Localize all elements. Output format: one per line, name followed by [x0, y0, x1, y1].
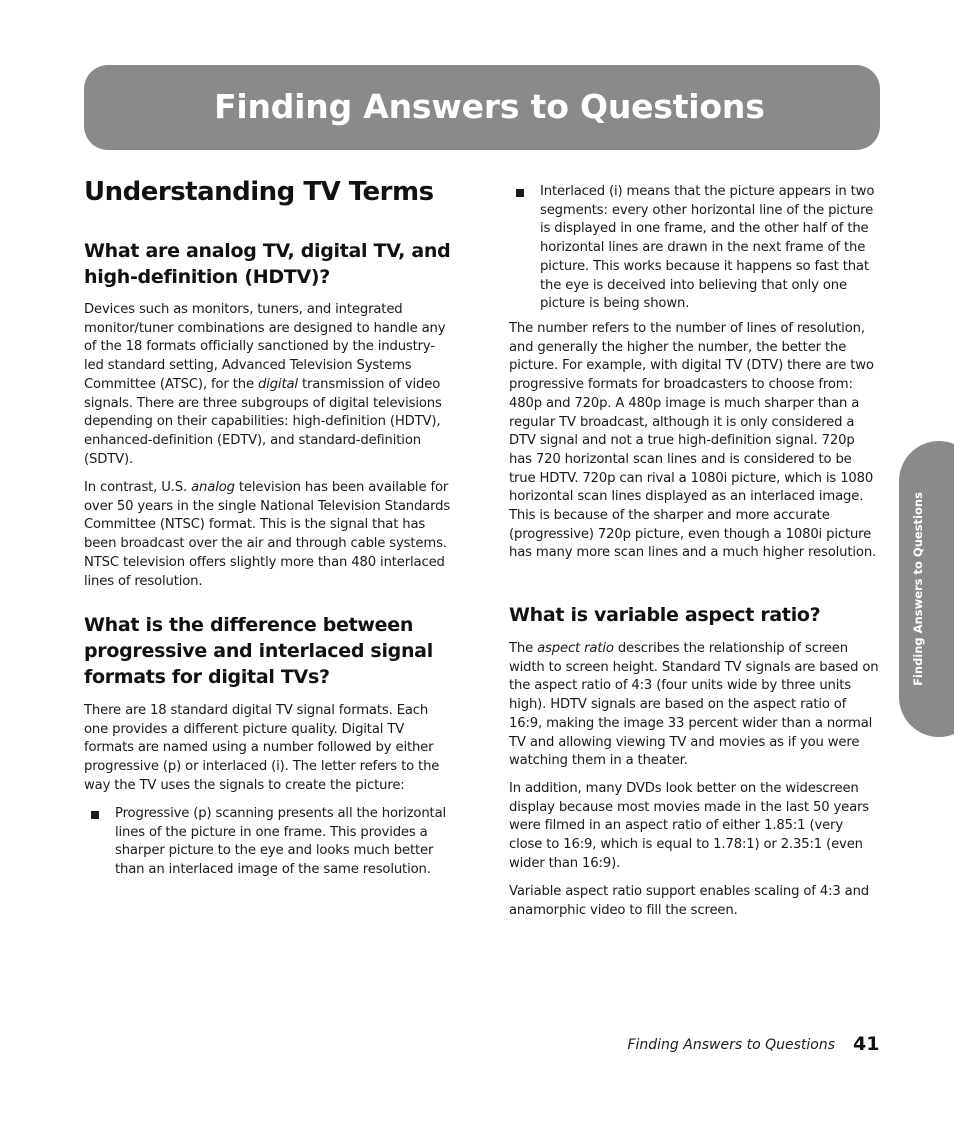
bullet-square-icon [91, 811, 99, 819]
paragraph-variable-aspect-support: Variable aspect ratio support enables scaling of 4:3 and anamorphic video to fill the screen. [509, 884, 869, 918]
paragraph-digital-formats: Devices such as monitors, tuners, and integrated monitor/tuner combinations are designed to handle any of the 18 formats officially sanctioned by the industry-led standard setting, Advanced Television Systems Committee (ATSC), for the digital transmission of video signals. There are three subgroups of digital televisions depending on their capabilities: high-definition (HDTV), enhanced-definition (EDTV), and standard-definition (SDTV). [84, 302, 446, 467]
paragraph-analog-ntsc: In contrast, U.S. analog television has been available for over 50 years in the single National Television Standards Committee (NTSC) format. This is the signal that has been broadcast over the air and through cable systems. NTSC television offers slightly more than 480 interlaced lines of resolution. [84, 480, 451, 589]
section-heading: Understanding TV Terms [84, 177, 434, 207]
paragraph-signal-formats: There are 18 standard digital TV signal formats. Each one provides a different picture quality. Digital TV formats are named using a number followed by either progressive (p) or interlaced (i). The letter refers to the way the TV uses the signals to create the picture: [84, 703, 440, 793]
chapter-title: Finding Answers to Questions [214, 87, 765, 126]
footer-chapter-label: Finding Answers to Questions [627, 1037, 835, 1053]
subheading-variable-aspect-ratio: What is variable aspect ratio? [509, 604, 821, 626]
bullet-interlaced [509, 183, 879, 314]
paragraph-lines-of-resolution: The number refers to the number of lines of resolution, and generally the higher the number, the better the picture. For example, with digital TV (DTV) there are two progressive formats for broadcasters to choose from: 480p and 720p. A 480p image is much sharper than a regular TV broadcast, although it is only considered a DTV signal and not a true high-definition signal. 720p has 720 horizontal scan lines and is considered to be true HDTV. 720p can rival a 1080i picture, which is 1080 horizontal scan lines displayed as an interlaced image. This is because of the sharper and more accurate (progressive) 720p picture, even though a 1080i picture has many more scan lines and a much higher resolution. [509, 321, 877, 561]
bullet-interlaced-text: Interlaced (i) means that the picture appears in two segments: every other horizontal line of the picture is displayed in one frame, and the other half of the horizontal lines are drawn in the next frame of the picture. This works because it happens so fast that the eye is deceived into believing that only one picture is being shown. [540, 184, 875, 312]
subheading-progressive-interlaced: What is the difference between progressive and interlaced signal formats for digital TVs? [84, 614, 433, 688]
side-tab-label: Finding Answers to Questions [911, 492, 925, 686]
subheading-analog-digital-hdtv: What are analog TV, digital TV, and high-definition (HDTV)? [84, 240, 451, 288]
page-number: 41 [853, 1033, 880, 1055]
bullet-progressive [84, 805, 452, 880]
bullet-square-icon [516, 189, 524, 197]
chapter-banner [84, 65, 880, 150]
paragraph-aspect-ratio: The aspect ratio describes the relationship of screen width to screen height. Standard TV signals are based on the aspect ratio of 4:3 (four units wide by three units high). HDTV signals are based on the aspect ratio of 16:9, making the image 33 percent wider than a normal TV and allowing viewing TV and movies as if you were watching them in a theater. [509, 641, 879, 769]
chapter-side-tab [899, 441, 954, 737]
bullet-progressive-text: Progressive (p) scanning presents all the horizontal lines of the picture in one frame. This provides a sharper picture to the eye and looks much better than an interlaced image of the same resolution. [115, 806, 447, 878]
paragraph-widescreen-dvds: In addition, many DVDs look better on the widescreen display because most movies made in the last 50 years were filmed in an aspect ratio of either 1.85:1 (very close to 16:9, which is equal to 1.78:1) or 2.35:1 (even wider than 16:9). [509, 781, 870, 871]
